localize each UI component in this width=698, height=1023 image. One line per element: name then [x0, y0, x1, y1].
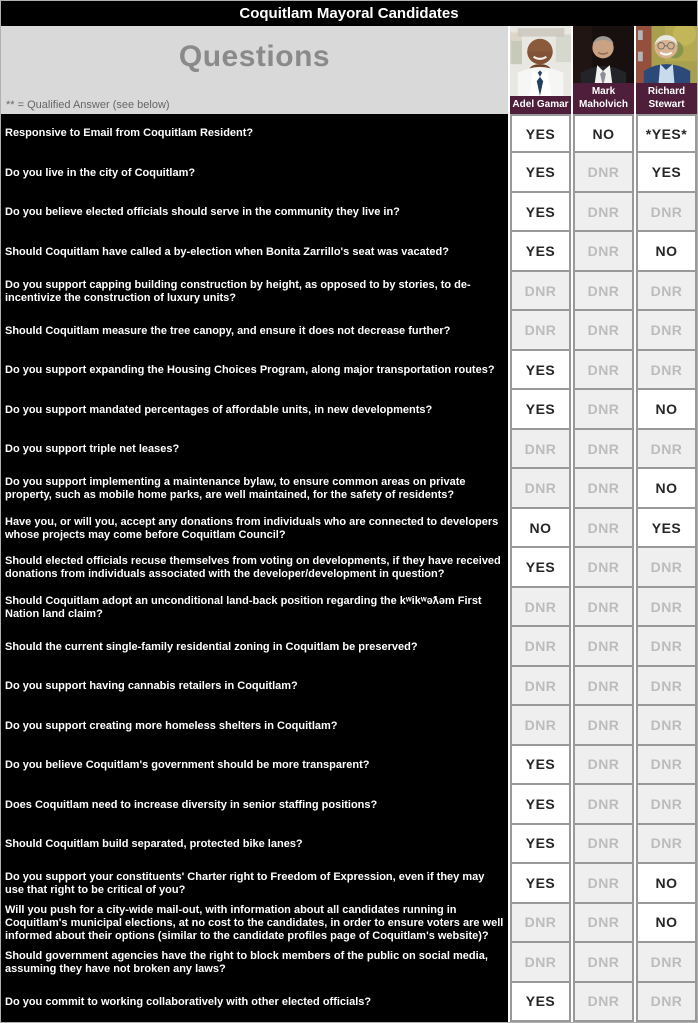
answer-cell: DNR — [510, 311, 571, 350]
answer-cell: DNR — [636, 351, 697, 390]
answer-cell: NO — [636, 904, 697, 943]
answer-cell: DNR — [636, 746, 697, 785]
answer-cell: DNR — [573, 351, 634, 390]
qualified-answer-footnote: ** = Qualified Answer (see below) — [6, 99, 170, 111]
question-row — [1, 864, 697, 903]
answer-cell: DNR — [573, 588, 634, 627]
question-row — [1, 825, 697, 864]
answer-cell: NO — [573, 114, 634, 153]
question-text: Should Coquitlam adopt an unconditional land-back position regarding the kʷikʷəƛəm First Nation land claim? — [1, 588, 508, 627]
answer-cell: YES — [510, 825, 571, 864]
answer-cell: DNR — [573, 706, 634, 745]
answer-cell: DNR — [636, 706, 697, 745]
question-text: Do you support your constituents' Charter right to Freedom of Expression, even if they may use that right to be critical of you? — [1, 864, 508, 903]
question-row — [1, 351, 697, 390]
candidate-name: Adel Gamar — [510, 96, 571, 114]
answer-cell: YES — [510, 232, 571, 271]
candidate-name: Mark Maholvich — [573, 83, 634, 114]
question-text: Will you push for a city-wide mail-out, with information about all candidates running in Coquitlam's municipal elections, at no cost to the candidates, in order to ensure voters are well informed about their options (similar to the candidate profiles page of Coquitlam's website)? — [1, 904, 508, 943]
question-text: Do you support expanding the Housing Choices Program, along major transportation routes? — [1, 351, 508, 390]
adel-gamar-photo — [510, 26, 571, 96]
question-row — [1, 153, 697, 192]
question-text: Do you support capping building construction by height, as opposed to by stories, to de-incentivize the construction of luxury units? — [1, 272, 508, 311]
answer-cell: DNR — [636, 588, 697, 627]
answer-cell: NO — [636, 390, 697, 429]
answer-cell: DNR — [573, 627, 634, 666]
answer-cell: DNR — [573, 548, 634, 587]
answer-cell: YES — [510, 193, 571, 232]
answer-cell: DNR — [573, 430, 634, 469]
question-row — [1, 904, 697, 943]
answer-cell: DNR — [573, 746, 634, 785]
candidate-column-mark-maholvich — [573, 26, 634, 114]
answer-cell: DNR — [573, 983, 634, 1022]
answer-cell: YES — [510, 548, 571, 587]
mark-maholvich-photo — [573, 26, 634, 83]
answer-cell: DNR — [573, 390, 634, 429]
question-text: Do you commit to working collaboratively with other elected officials? — [1, 983, 508, 1022]
answer-cell: DNR — [573, 943, 634, 982]
answer-cell: YES — [636, 153, 697, 192]
question-text: Does Coquitlam need to increase diversity in senior staffing positions? — [1, 785, 508, 824]
question-text: Do you live in the city of Coquitlam? — [1, 153, 508, 192]
answer-cell: DNR — [573, 509, 634, 548]
answer-cell: DNR — [510, 469, 571, 508]
answer-cell: DNR — [573, 469, 634, 508]
answer-cell: DNR — [573, 232, 634, 271]
question-row — [1, 272, 697, 311]
answer-cell: YES — [510, 983, 571, 1022]
candidate-column-richard-stewart — [636, 26, 697, 114]
answer-cell: DNR — [510, 706, 571, 745]
answer-cell: YES — [510, 785, 571, 824]
question-text: Should Coquitlam build separated, protected bike lanes? — [1, 825, 508, 864]
answer-cell: DNR — [573, 825, 634, 864]
answer-cell: YES — [510, 746, 571, 785]
question-text: Should government agencies have the right to block members of the public on social media, assuming they have not broken any laws? — [1, 943, 508, 982]
richard-stewart-photo — [636, 26, 697, 83]
answer-cell: YES — [510, 153, 571, 192]
question-row — [1, 627, 697, 666]
question-text: Do you believe Coquitlam's government should be more transparent? — [1, 746, 508, 785]
answer-cell: DNR — [510, 667, 571, 706]
answer-cell: DNR — [636, 667, 697, 706]
answer-cell: DNR — [573, 785, 634, 824]
answer-cell: YES — [510, 390, 571, 429]
question-text: Have you, or will you, accept any donations from individuals who are connected to developers whose projects may come before Coquitlam Council? — [1, 509, 508, 548]
rows — [1, 114, 697, 1022]
answer-cell: DNR — [636, 272, 697, 311]
answer-cell: DNR — [510, 430, 571, 469]
answer-cell: NO — [636, 232, 697, 271]
question-row — [1, 588, 697, 627]
question-row — [1, 667, 697, 706]
answer-cell: NO — [510, 509, 571, 548]
page-title: Coquitlam Mayoral Candidates — [1, 1, 697, 26]
question-text: Should the current single-family residential zoning in Coquitlam be preserved? — [1, 627, 508, 666]
answer-cell: DNR — [636, 311, 697, 350]
answer-cell: DNR — [573, 193, 634, 232]
answer-cell: DNR — [636, 825, 697, 864]
question-row — [1, 390, 697, 429]
answer-cell: DNR — [573, 904, 634, 943]
question-text: Do you support implementing a maintenance bylaw, to ensure common areas on private property, such as mobile home parks, are well maintained, for the safety of residents? — [1, 469, 508, 508]
answer-cell: YES — [510, 114, 571, 153]
answer-cell: YES — [636, 509, 697, 548]
answer-cell: DNR — [636, 943, 697, 982]
question-row — [1, 943, 697, 982]
answer-cell: DNR — [636, 983, 697, 1022]
question-row — [1, 430, 697, 469]
question-text: Should Coquitlam measure the tree canopy, and ensure it does not decrease further? — [1, 311, 508, 350]
answer-cell: DNR — [573, 153, 634, 192]
answer-cell: DNR — [573, 272, 634, 311]
question-text: Should Coquitlam have called a by-election when Bonita Zarrillo's seat was vacated? — [1, 232, 508, 271]
answer-cell: DNR — [510, 904, 571, 943]
answer-cell: NO — [636, 864, 697, 903]
questions-panel — [1, 26, 508, 114]
candidate-name: Richard Stewart — [636, 83, 697, 114]
question-text: Do you support having cannabis retailers in Coquitlam? — [1, 667, 508, 706]
answer-cell: DNR — [636, 193, 697, 232]
answer-cell: YES — [510, 864, 571, 903]
answer-cell: DNR — [636, 785, 697, 824]
answer-cell: DNR — [510, 943, 571, 982]
answer-cell: NO — [636, 469, 697, 508]
question-text: Do you support mandated percentages of affordable units, in new developments? — [1, 390, 508, 429]
answer-cell: *YES* — [636, 114, 697, 153]
answer-cell: DNR — [636, 430, 697, 469]
answer-cell: DNR — [510, 588, 571, 627]
question-row — [1, 193, 697, 232]
answer-cell: DNR — [573, 864, 634, 903]
table-header — [1, 26, 697, 114]
question-text: Responsive to Email from Coquitlam Resident? — [1, 114, 508, 153]
question-text: Do you believe elected officials should serve in the community they live in? — [1, 193, 508, 232]
question-row — [1, 983, 697, 1022]
answer-cell: DNR — [573, 311, 634, 350]
question-row — [1, 706, 697, 745]
answer-cell: DNR — [636, 627, 697, 666]
question-row — [1, 785, 697, 824]
question-row — [1, 311, 697, 350]
questions-heading: Questions — [178, 40, 331, 73]
answer-cell: DNR — [510, 627, 571, 666]
question-row — [1, 469, 697, 508]
answer-cell: YES — [510, 351, 571, 390]
answer-cell: DNR — [636, 548, 697, 587]
question-row — [1, 232, 697, 271]
question-text: Do you support triple net leases? — [1, 430, 508, 469]
question-row — [1, 114, 697, 153]
candidate-column-adel-gamar — [510, 26, 571, 114]
candidates-header — [508, 26, 697, 114]
answer-cell: DNR — [510, 272, 571, 311]
question-text: Do you support creating more homeless shelters in Coquitlam? — [1, 706, 508, 745]
question-row — [1, 509, 697, 548]
answer-cell: DNR — [573, 667, 634, 706]
question-row — [1, 746, 697, 785]
question-row — [1, 548, 697, 587]
question-text: Should elected officials recuse themselves from voting on developments, if they have received donations from individuals associated with the developer/development in question? — [1, 548, 508, 587]
